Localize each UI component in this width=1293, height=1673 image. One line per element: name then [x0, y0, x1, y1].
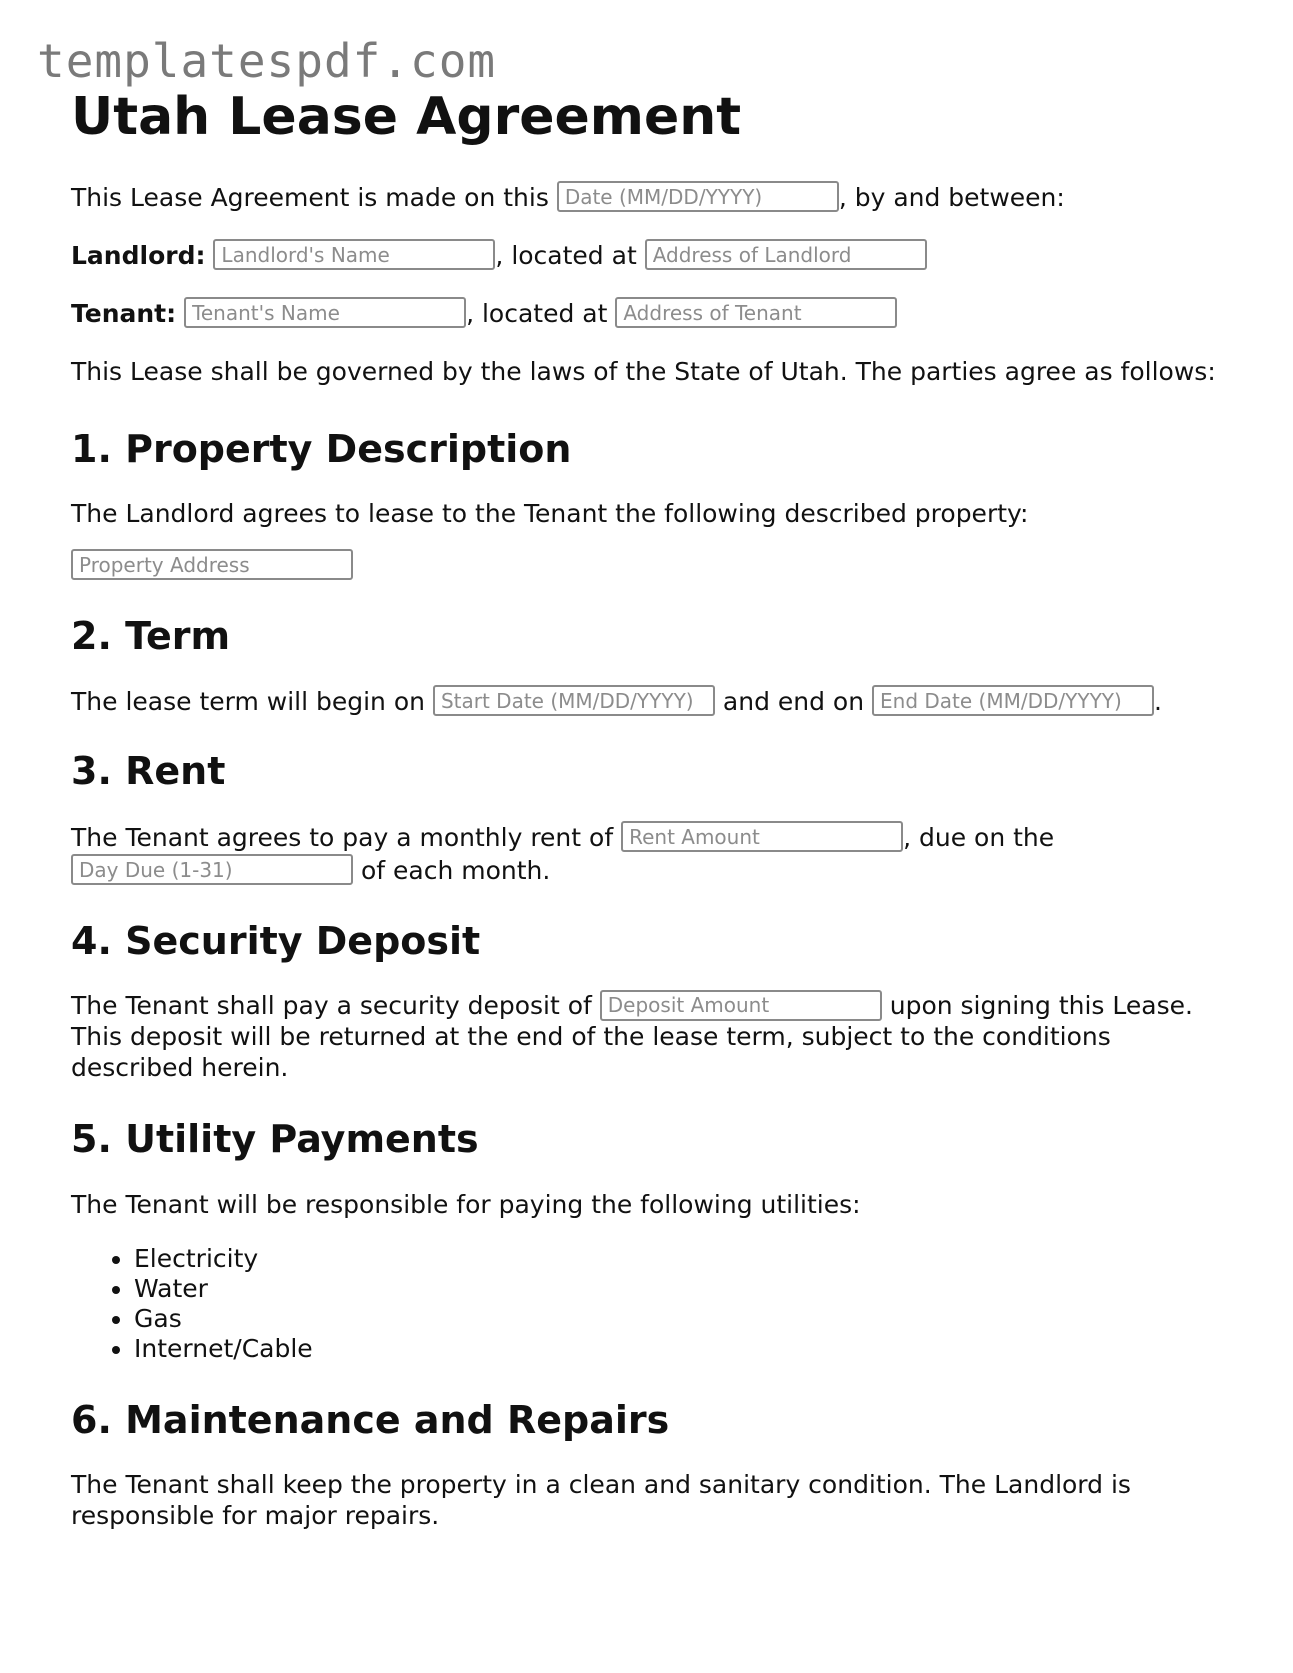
section-heading-deposit: 4. Security Deposit — [71, 918, 481, 963]
list-item: • Gas — [134, 1304, 1231, 1334]
intro-suffix: , by and between: — [838, 182, 1065, 212]
rent-middle: , due on the — [903, 822, 1055, 852]
intro-paragraph — [71, 182, 1231, 213]
list-item: • Electricity — [134, 1244, 1231, 1274]
start-date-input[interactable] — [433, 685, 715, 716]
tenant-address-input[interactable] — [615, 297, 897, 328]
property-address-input[interactable] — [71, 549, 353, 580]
tenant-name-input[interactable] — [184, 297, 466, 328]
term-suffix: . — [1154, 686, 1162, 716]
term-paragraph — [71, 686, 1231, 717]
section-heading-rent: 3. Rent — [71, 748, 226, 793]
property-address-row — [71, 549, 1231, 580]
deposit-prefix: The Tenant shall pay a security deposit of — [71, 991, 592, 1021]
tenant-located-at: , located at — [466, 298, 608, 328]
tenant-label: Tenant: — [71, 298, 177, 328]
utilities-paragraph: The Tenant will be responsible for paying the following utilities: — [71, 1189, 861, 1219]
deposit-suffix: upon signing this Lease. This deposit will be returned at the end of the lease term, subject to the conditions described herein. — [71, 991, 1193, 1083]
lease-document — [71, 88, 1231, 1558]
maintenance-paragraph: The Tenant shall keep the property in a clean and sanitary condition. The Landlord is responsible for major repairs. — [71, 1470, 1131, 1531]
tenant-line — [71, 298, 1231, 329]
agreement-date-input[interactable] — [557, 181, 839, 212]
rent-prefix: The Tenant agrees to pay a monthly rent of — [71, 822, 614, 852]
section-heading-utilities: 5. Utility Payments — [71, 1117, 479, 1162]
governing-law-paragraph: This Lease shall be governed by the laws of the State of Utah. The parties agree as follows: — [71, 356, 1216, 386]
document-title: Utah Lease Agreement — [71, 87, 742, 147]
section-heading-maintenance: 6. Maintenance and Repairs — [71, 1397, 670, 1442]
landlord-located-at: , located at — [495, 240, 637, 270]
intro-prefix: This Lease Agreement is made on this — [71, 182, 549, 212]
property-paragraph: The Landlord agrees to lease to the Tenant the following described property: — [71, 499, 1029, 529]
section-heading-term: 2. Term — [71, 614, 231, 659]
end-date-input[interactable] — [872, 685, 1154, 716]
landlord-label: Landlord: — [71, 240, 206, 270]
landlord-name-input[interactable] — [213, 239, 495, 270]
term-middle: and end on — [722, 686, 865, 716]
deposit-amount-input[interactable] — [600, 990, 882, 1021]
landlord-address-input[interactable] — [645, 239, 927, 270]
watermark: templatespdf.com — [37, 34, 497, 88]
landlord-line — [71, 240, 1231, 271]
list-item: • Internet/Cable — [134, 1334, 1231, 1364]
term-prefix: The lease term will begin on — [71, 686, 425, 716]
section-heading-property: 1. Property Description — [71, 426, 572, 471]
list-item: • Water — [134, 1274, 1231, 1304]
utilities-list — [71, 1244, 1231, 1364]
rent-suffix: of each month. — [360, 855, 551, 885]
rent-amount-input[interactable] — [621, 821, 903, 852]
rent-day-due-input[interactable] — [71, 854, 353, 885]
rent-paragraph — [71, 821, 1071, 887]
deposit-paragraph — [71, 990, 1231, 1083]
